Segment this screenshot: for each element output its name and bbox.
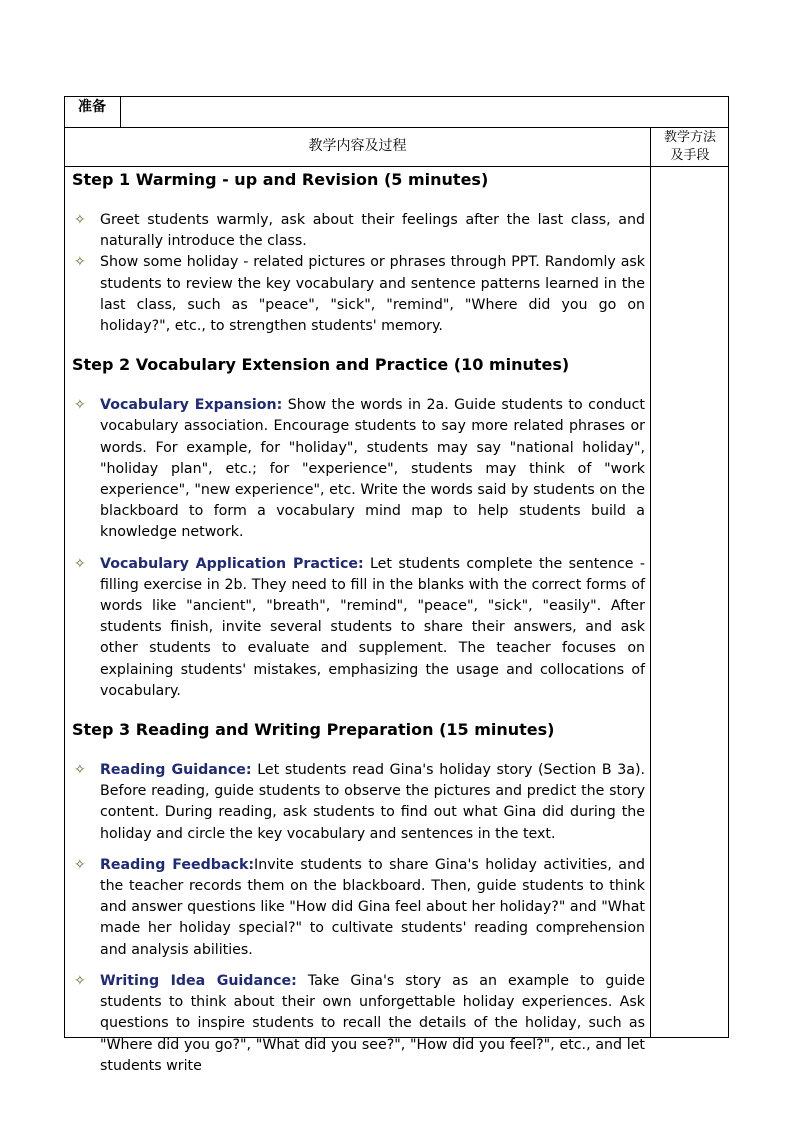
list-item	[72, 971, 645, 1077]
method-title-line2: 及手段	[670, 148, 710, 163]
diamond-bullet-icon: ✧	[74, 762, 86, 779]
diamond-bullet-icon: ✧	[74, 212, 86, 228]
item-text: Let students complete the sentence - filling exercise in 2b. They need to fill in the blanks with the correct forms of words like "ancient", "breath", "remind", "peace", "sick", "easily". After students finish, invite several students to share their answers, and ask other students to evaluate and supplement. The teacher focuses on explaining students' mistakes, emphasizing the usage and collocations of vocabulary.	[100, 555, 645, 699]
diamond-bullet-icon: ✧	[74, 397, 86, 414]
list-item	[72, 395, 645, 543]
step-title: Step 3 Reading and Writing Preparation (15 minutes)	[72, 720, 555, 740]
list-item	[72, 554, 645, 702]
step-title: Step 1 Warming - up and Revision (5 minutes)	[72, 170, 489, 189]
item-text: Invite students to share Gina's holiday activities, and the teacher records them on the blackboard. Then, guide students to think and answer questions like "How did Gina feel about her holiday?" and "What made her holiday special?" to cultivate students' reading comprehension and analysis abilities.	[100, 856, 645, 958]
prep-row-border	[64, 96, 729, 128]
prep-label: 准备	[78, 99, 106, 115]
diamond-bullet-icon: ✧	[74, 972, 86, 989]
diamond-bullet-icon: ✧	[74, 555, 86, 572]
list-item	[72, 252, 645, 337]
body-side-cell	[650, 166, 729, 1038]
method-column-title	[651, 127, 729, 166]
list-item	[72, 855, 645, 961]
item-keyword: Vocabulary Expansion:	[100, 397, 283, 414]
item-keyword: Vocabulary Application Practice:	[100, 555, 364, 572]
item-text: Take Gina's story as an example to guide students to think about their own unforgettable holiday experiences. Ask questions to inspire students to recall the details of the holiday, such as "Where did you go?", "What did you see?", "How did you feel?", etc., and let students write	[100, 972, 645, 1074]
method-title-line1: 教学方法	[663, 130, 716, 145]
item-keyword: Reading Guidance:	[100, 762, 252, 779]
item-text: Greet students warmly, ask about their feelings after the last class, and naturally introduce the class.	[100, 212, 645, 250]
diamond-bullet-icon: ✧	[74, 856, 86, 873]
item-keyword: Reading Feedback:	[100, 856, 255, 873]
list-item	[72, 760, 645, 845]
item-text: Show the words in 2a. Guide students to conduct vocabulary association. Encourage students to say more related phrases or words. For example, for "holiday", students may say "national holiday", "holiday plan", etc.; for "experience", students may think of "work experience", "new experience", etc. Write the words said by students on the blackboard to form a vocabulary mind map to help students build a knowledge network.	[100, 397, 645, 541]
content-column-title: 教学内容及过程	[308, 138, 407, 154]
item-text: Show some holiday - related pictures or phrases through PPT. Randomly ask students to review the key vocabulary and sentence patterns learned in the last class, such as "peace", "sick", "remind", "Where did you go on holiday?", etc., to strengthen students' memory.	[100, 254, 645, 335]
diamond-bullet-icon: ✧	[74, 254, 86, 271]
item-text: Let students read Gina's holiday story (Section B 3a). Before reading, guide students to observe the pictures and predict the story content. During reading, ask students to find out what Gina did during the holiday and circle the key vocabulary and sentences in the text.	[100, 762, 645, 842]
lesson-content	[72, 166, 645, 1074]
list-item	[72, 210, 645, 252]
item-keyword: Writing Idea Guidance:	[100, 972, 297, 989]
step-title: Step 2 Vocabulary Extension and Practice (10 minutes)	[72, 355, 570, 375]
